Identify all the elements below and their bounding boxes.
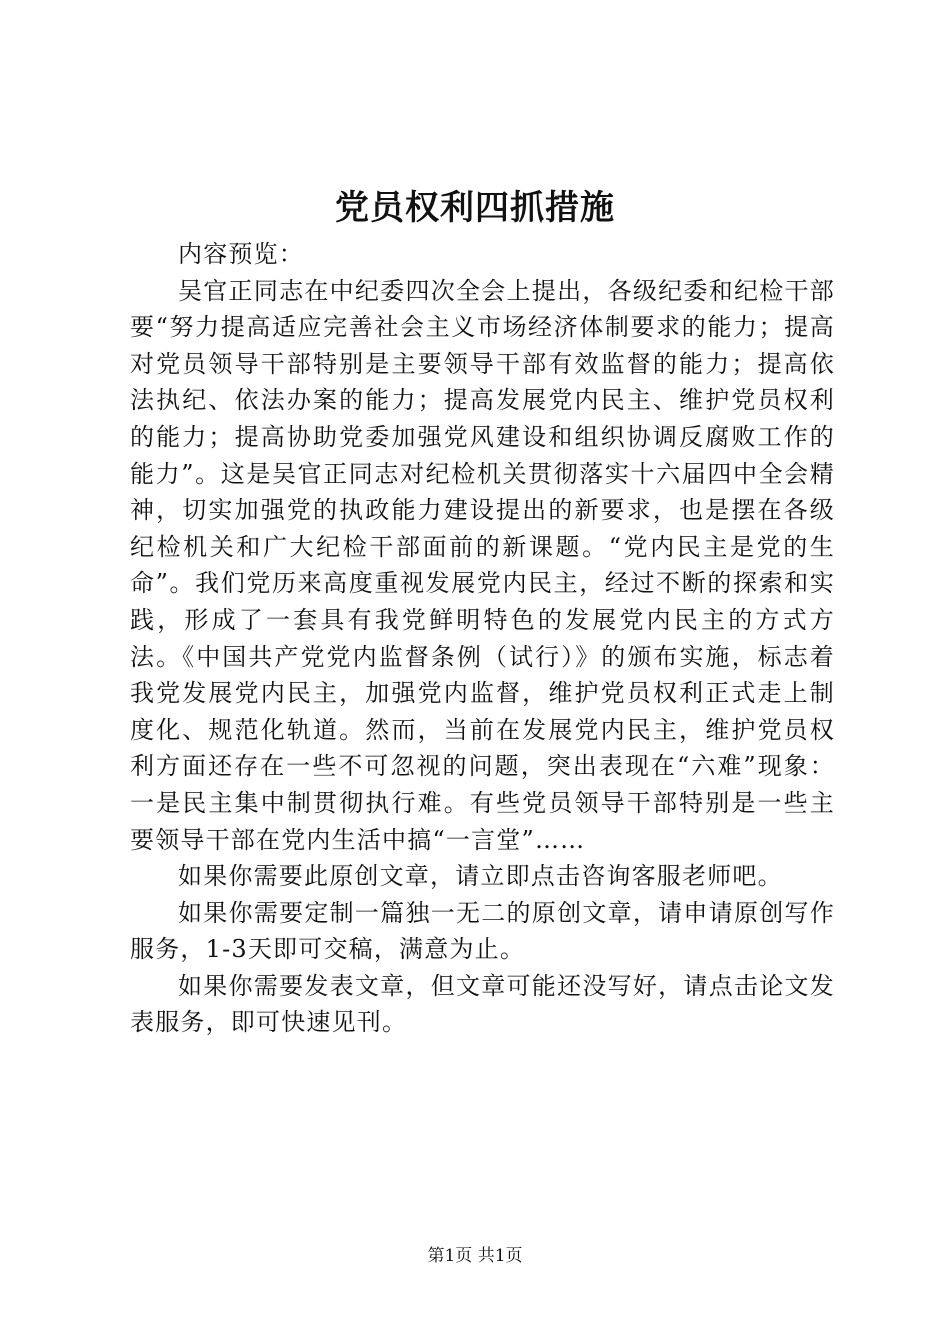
body-paragraph-contact: 如果你需要此原创文章，请立即点击咨询客服老师吧。	[178, 862, 783, 891]
body-paragraph-publishing: 如果你需要发表文章，但文章可能还没写好，请点击论文发表服务，即可快速见刊。	[130, 971, 835, 1037]
document-body	[130, 236, 835, 1041]
body-paragraph-main: 吴官正同志在中纪委四次全会上提出，各级纪委和纪检干部要“努力提高适应完善社会主义市场经济体制要求的能力；提高对党员领导干部特别是主要领导干部有效监督的能力；提高依法执纪、依法办案的能力；提高发展党内民主、维护党员权利的能力；提高协助党委加强党风建设和组织协调反腐败工作的能力”。这是吴官正同志对纪检机关贯彻落实十六届四中全会精神，切实加强党的执政能力建设提出的新要求，也是摆在各级纪检机关和广大纪检干部面前的新课题。“党内民主是党的生命”。我们党历来高度重视发展党内民主，经过不断的探索和实践，形成了一套具有我党鲜明特色的发展党内民主的方式方法。《中国共产党党内监督条例（试行）》的颁布实施，标志着我党发展党内民主，加强党内监督，维护党员权利正式走上制度化、规范化轨道。然而，当前在发展党内民主，维护党员权利方面还存在一些不可忽视的问题，突出表现在“六难”现象：一是民主集中制贯彻执行难。有些党员领导干部特别是一些主要领导干部在党内生活中搞“一言堂”……	[130, 276, 835, 854]
body-paragraph-custom-writing: 如果你需要定制一篇独一无二的原创文章，请申请原创写作服务，1-3天即可交稿，满意为止。	[130, 898, 835, 964]
document-title: 党员权利四抓措施	[335, 188, 615, 228]
preview-label: 内容预览：	[178, 240, 304, 268]
page-footer: 第1页 共1页	[427, 1246, 523, 1266]
